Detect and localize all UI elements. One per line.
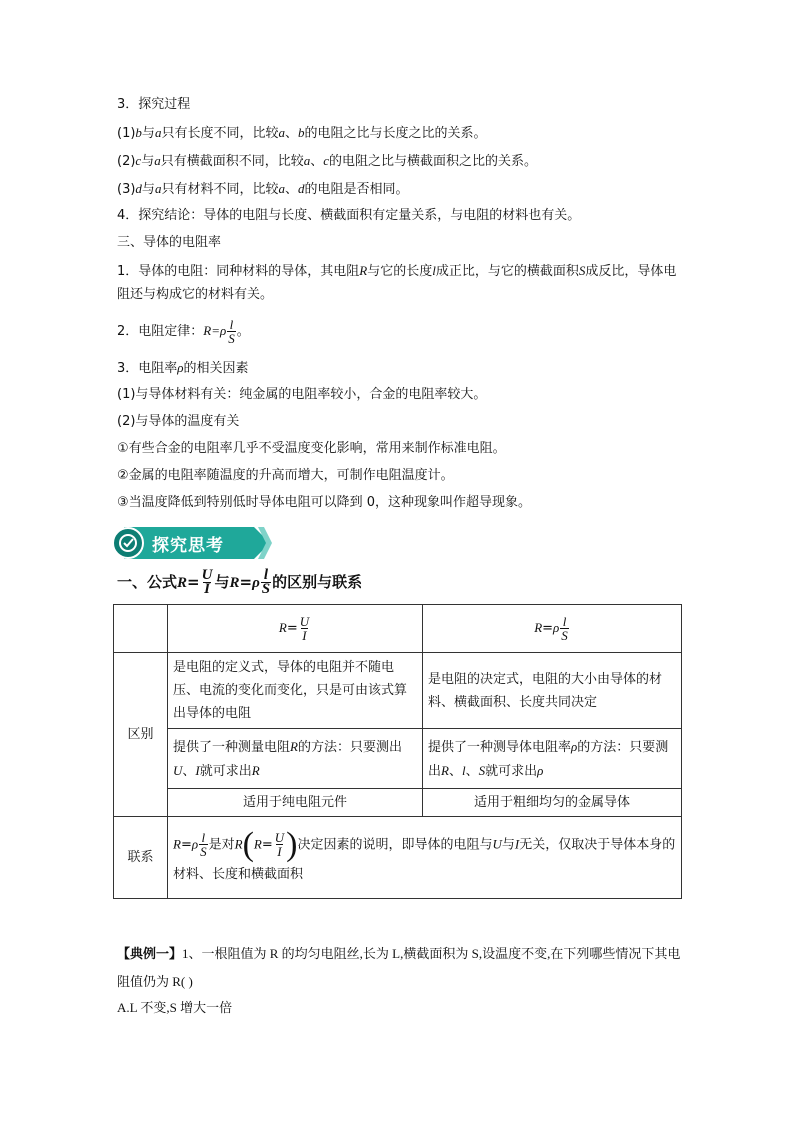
table-cell: 是电阻的决定式，电阻的大小由导体的材料、横截面积、长度共同决定 bbox=[423, 653, 682, 729]
link-cell: R=ρ $\frac{l}{S}$ 是对R(R= $\frac{U}{I}$ )决定因素的说明，即导体的电阻与U与I无关，仅取决于导体本身的材料、长度和横截面积 bbox=[168, 817, 682, 899]
section3-item3: (3)d与a只有材料不同，比较a、d的电阻是否相同。 bbox=[117, 181, 409, 197]
comparison-table bbox=[113, 604, 682, 899]
table-row bbox=[114, 817, 682, 899]
diff-label: 区别 bbox=[114, 653, 168, 817]
resistance-definition: 1．导体的电阻：同种材料的导体，其电阻R与它的长度l成正比，与它的横截面积S成反比，导体电阻还与构成它的材料有关。 bbox=[117, 263, 677, 302]
example-option-a: A.L 不变,S 增大一倍 bbox=[117, 1000, 233, 1015]
resistivity-title: 3．电阻率ρ的相关因素 bbox=[117, 360, 249, 376]
banner-title: 探究思考 bbox=[152, 536, 224, 556]
table-header-determinant: R=ρ $\frac{l}{S}$ bbox=[423, 605, 682, 653]
part3-title: 三、导体的电阻率 bbox=[117, 235, 222, 250]
table-row bbox=[114, 653, 682, 729]
section3-item2: (2)c与a只有横截面积不同，比较a、c的电阻之比与横截面积之比的关系。 bbox=[117, 153, 538, 169]
table-header-row bbox=[114, 605, 682, 653]
table-row bbox=[114, 789, 682, 817]
table-header-definition: R= $\frac{U}{I}$ bbox=[168, 605, 423, 653]
formula-heading: 一、公式R= $\frac{U}{I}$ 与R=ρ $\frac{l}{S}$ 的区别与联系 bbox=[117, 567, 363, 597]
table-cell: 提供了一种测导体电阻率ρ的方法：只要测出R、l、S就可求出ρ bbox=[423, 729, 682, 789]
example-question: 【典例一】1、一根阻值为 R 的均匀电阻丝,长为 L,横截面积为 S,设温度不变,在下列哪些情况下其电阻值仍为 R( ) bbox=[117, 946, 681, 989]
table-corner-cell bbox=[114, 605, 168, 653]
section3-item1: (1)b与a只有长度不同，比较a、b的电阻之比与长度之比的关系。 bbox=[117, 125, 487, 141]
table-row bbox=[114, 729, 682, 789]
section3-title: 3．探究过程 bbox=[117, 97, 191, 112]
law-fraction: $\frac{l}{S}$ bbox=[228, 317, 235, 346]
heading-fraction-1: $\frac{U}{I}$ bbox=[201, 567, 213, 597]
section4-conclusion: 4．探究结论：导体的电阻与长度、横截面积有定量关系，与电阻的材料也有关。 bbox=[117, 208, 581, 223]
example-label: 【典例一】 bbox=[117, 947, 183, 962]
link-label: 联系 bbox=[114, 817, 168, 899]
resistivity-item-a: (1)与导体材料有关：纯金属的电阻率较小，合金的电阻率较大。 bbox=[117, 387, 487, 402]
resistivity-item-b1: ①有些合金的电阻率几乎不受温度变化影响，常用来制作标准电阻。 bbox=[117, 441, 506, 456]
banner-badge-icon bbox=[113, 528, 143, 558]
table-cell: 提供了一种测量电阻R的方法：只要测出U、I就可求出R bbox=[168, 729, 423, 789]
resistivity-item-b2: ②金属的电阻率随温度的升高而增大，可制作电阻温度计。 bbox=[117, 468, 454, 483]
resistivity-item-b: (2)与导体的温度有关 bbox=[117, 414, 240, 429]
table-cell: 是电阻的定义式，导体的电阻并不随电压、电流的变化而变化，只是可由该式算出导体的电阻 bbox=[168, 653, 423, 729]
heading-fraction-2: $\frac{l}{S}$ bbox=[261, 567, 271, 597]
resistivity-item-b3: ③当温度降低到特别低时导体电阻可以降到 0，这种现象叫作超导现象。 bbox=[117, 495, 532, 510]
table-cell: 适用于纯电阻元件 bbox=[168, 789, 423, 817]
table-cell: 适用于粗细均匀的金属导体 bbox=[423, 789, 682, 817]
resistance-law: 2．电阻定律：R=ρ $\frac{l}{S}$ 。 bbox=[117, 317, 250, 346]
